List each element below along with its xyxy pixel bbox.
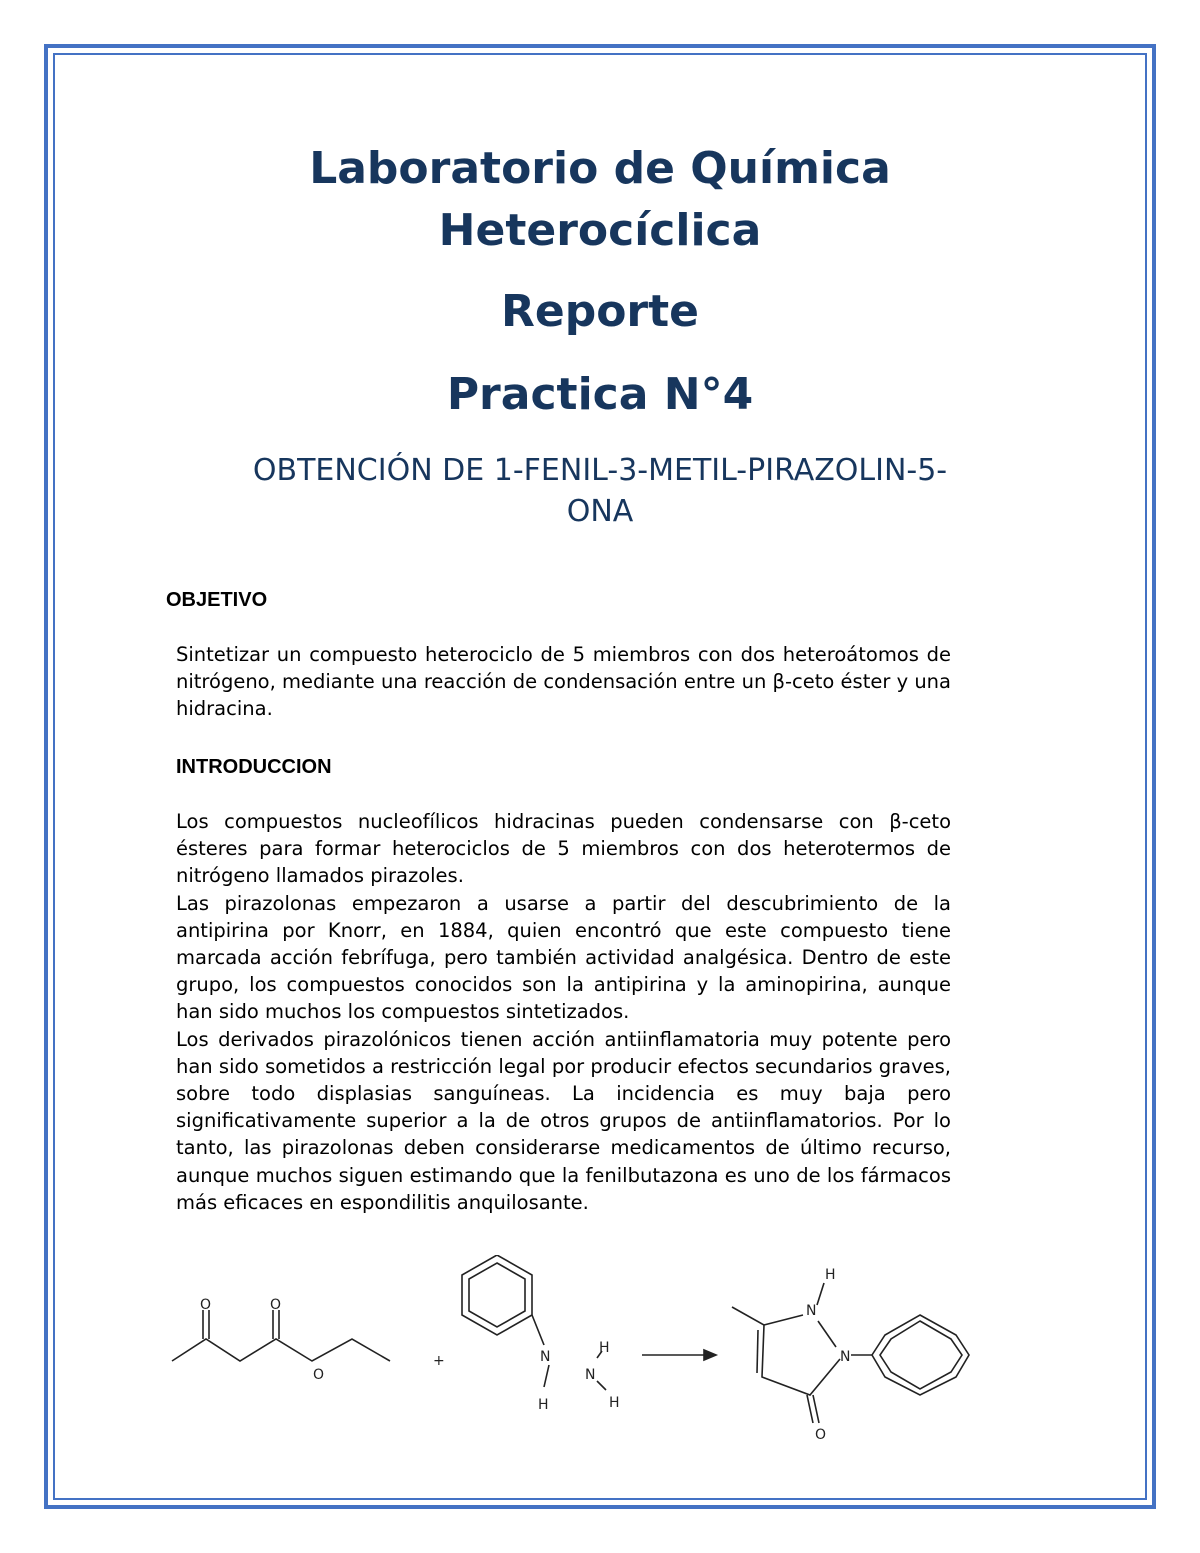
objective-paragraph: Sintetizar un compuesto heterociclo de 5 miembros con dos heteroátomos de nitrógeno, mediante una reacción de condensación entre un β-ceto éster y una hidracina.	[176, 643, 951, 721]
experiment-title	[180, 450, 1020, 532]
objective-text	[176, 641, 951, 723]
atom-o-label: O	[270, 1297, 282, 1313]
atom-h-label: H	[538, 1397, 549, 1413]
experiment-title-line-2: ONA	[566, 494, 634, 529]
atom-n-label: N	[540, 1349, 551, 1365]
atom-o-label: O	[815, 1427, 827, 1443]
atom-h-label: H	[609, 1395, 620, 1411]
plus-sign: +	[433, 1353, 445, 1369]
experiment-title-line-1: OBTENCIÓN DE 1-FENIL-3-METIL-PIRAZOLIN-5-	[252, 453, 948, 488]
reaction-scheme	[160, 1255, 990, 1455]
atom-n-label: N	[840, 1349, 851, 1365]
objective-heading: OBJETIVO	[166, 589, 268, 611]
ethyl-acetoacetate-structure	[172, 1310, 390, 1361]
introduction-text	[176, 808, 951, 1216]
title-line-1: Laboratorio de Química	[309, 143, 891, 194]
report-title: Reporte	[500, 286, 700, 337]
pyrazolone-structure	[732, 1283, 969, 1423]
practice-number: Practica N°4	[446, 369, 754, 420]
atom-n-label: N	[585, 1367, 596, 1383]
atom-h-label: H	[825, 1267, 836, 1283]
atom-o-label: O	[200, 1297, 212, 1313]
reaction-arrow	[642, 1350, 716, 1360]
document-title	[100, 138, 1100, 262]
atom-h-label: H	[599, 1340, 610, 1356]
introduction-paragraph-2: Las pirazolonas empezaron a usarse a partir del descubrimiento de la antipirina por Knorr, en 1884, quien encontró que este compuesto tiene marcada acción febrífuga, pero también actividad analgésica. Dentro de este grupo, los compuestos conocidos son la antipirina y la aminopirina, aunque han sido muchos los compuestos sintetizados.	[176, 891, 951, 1024]
atom-o-label: O	[313, 1367, 325, 1383]
introduction-paragraph-1: Los compuestos nucleofílicos hidracinas pueden condensarse con β-ceto ésteres para formar heterociclos de 5 miembros con dos heterotermos de nitrógeno llamados pirazoles.	[176, 810, 951, 888]
atom-n-label: N	[806, 1303, 817, 1319]
introduction-paragraph-3: Los derivados pirazolónicos tienen acción antiinflamatoria muy potente pero han sido sometidos a restricción legal por producir efectos secundarios graves, sobre todo displasias sanguíneas. La incidencia es muy baja pero significativamente superior a la de otros grupos de antiinflamatorios. Por lo tanto, las pirazolonas deben considerarse medicamentos de último recurso, aunque muchos siguen estimando que la fenilbutazona es uno de los fármacos más eficaces en espondilitis anquilosante.	[176, 1027, 951, 1214]
introduction-heading: INTRODUCCION	[176, 756, 332, 778]
title-line-2: Heterocíclica	[438, 205, 762, 256]
